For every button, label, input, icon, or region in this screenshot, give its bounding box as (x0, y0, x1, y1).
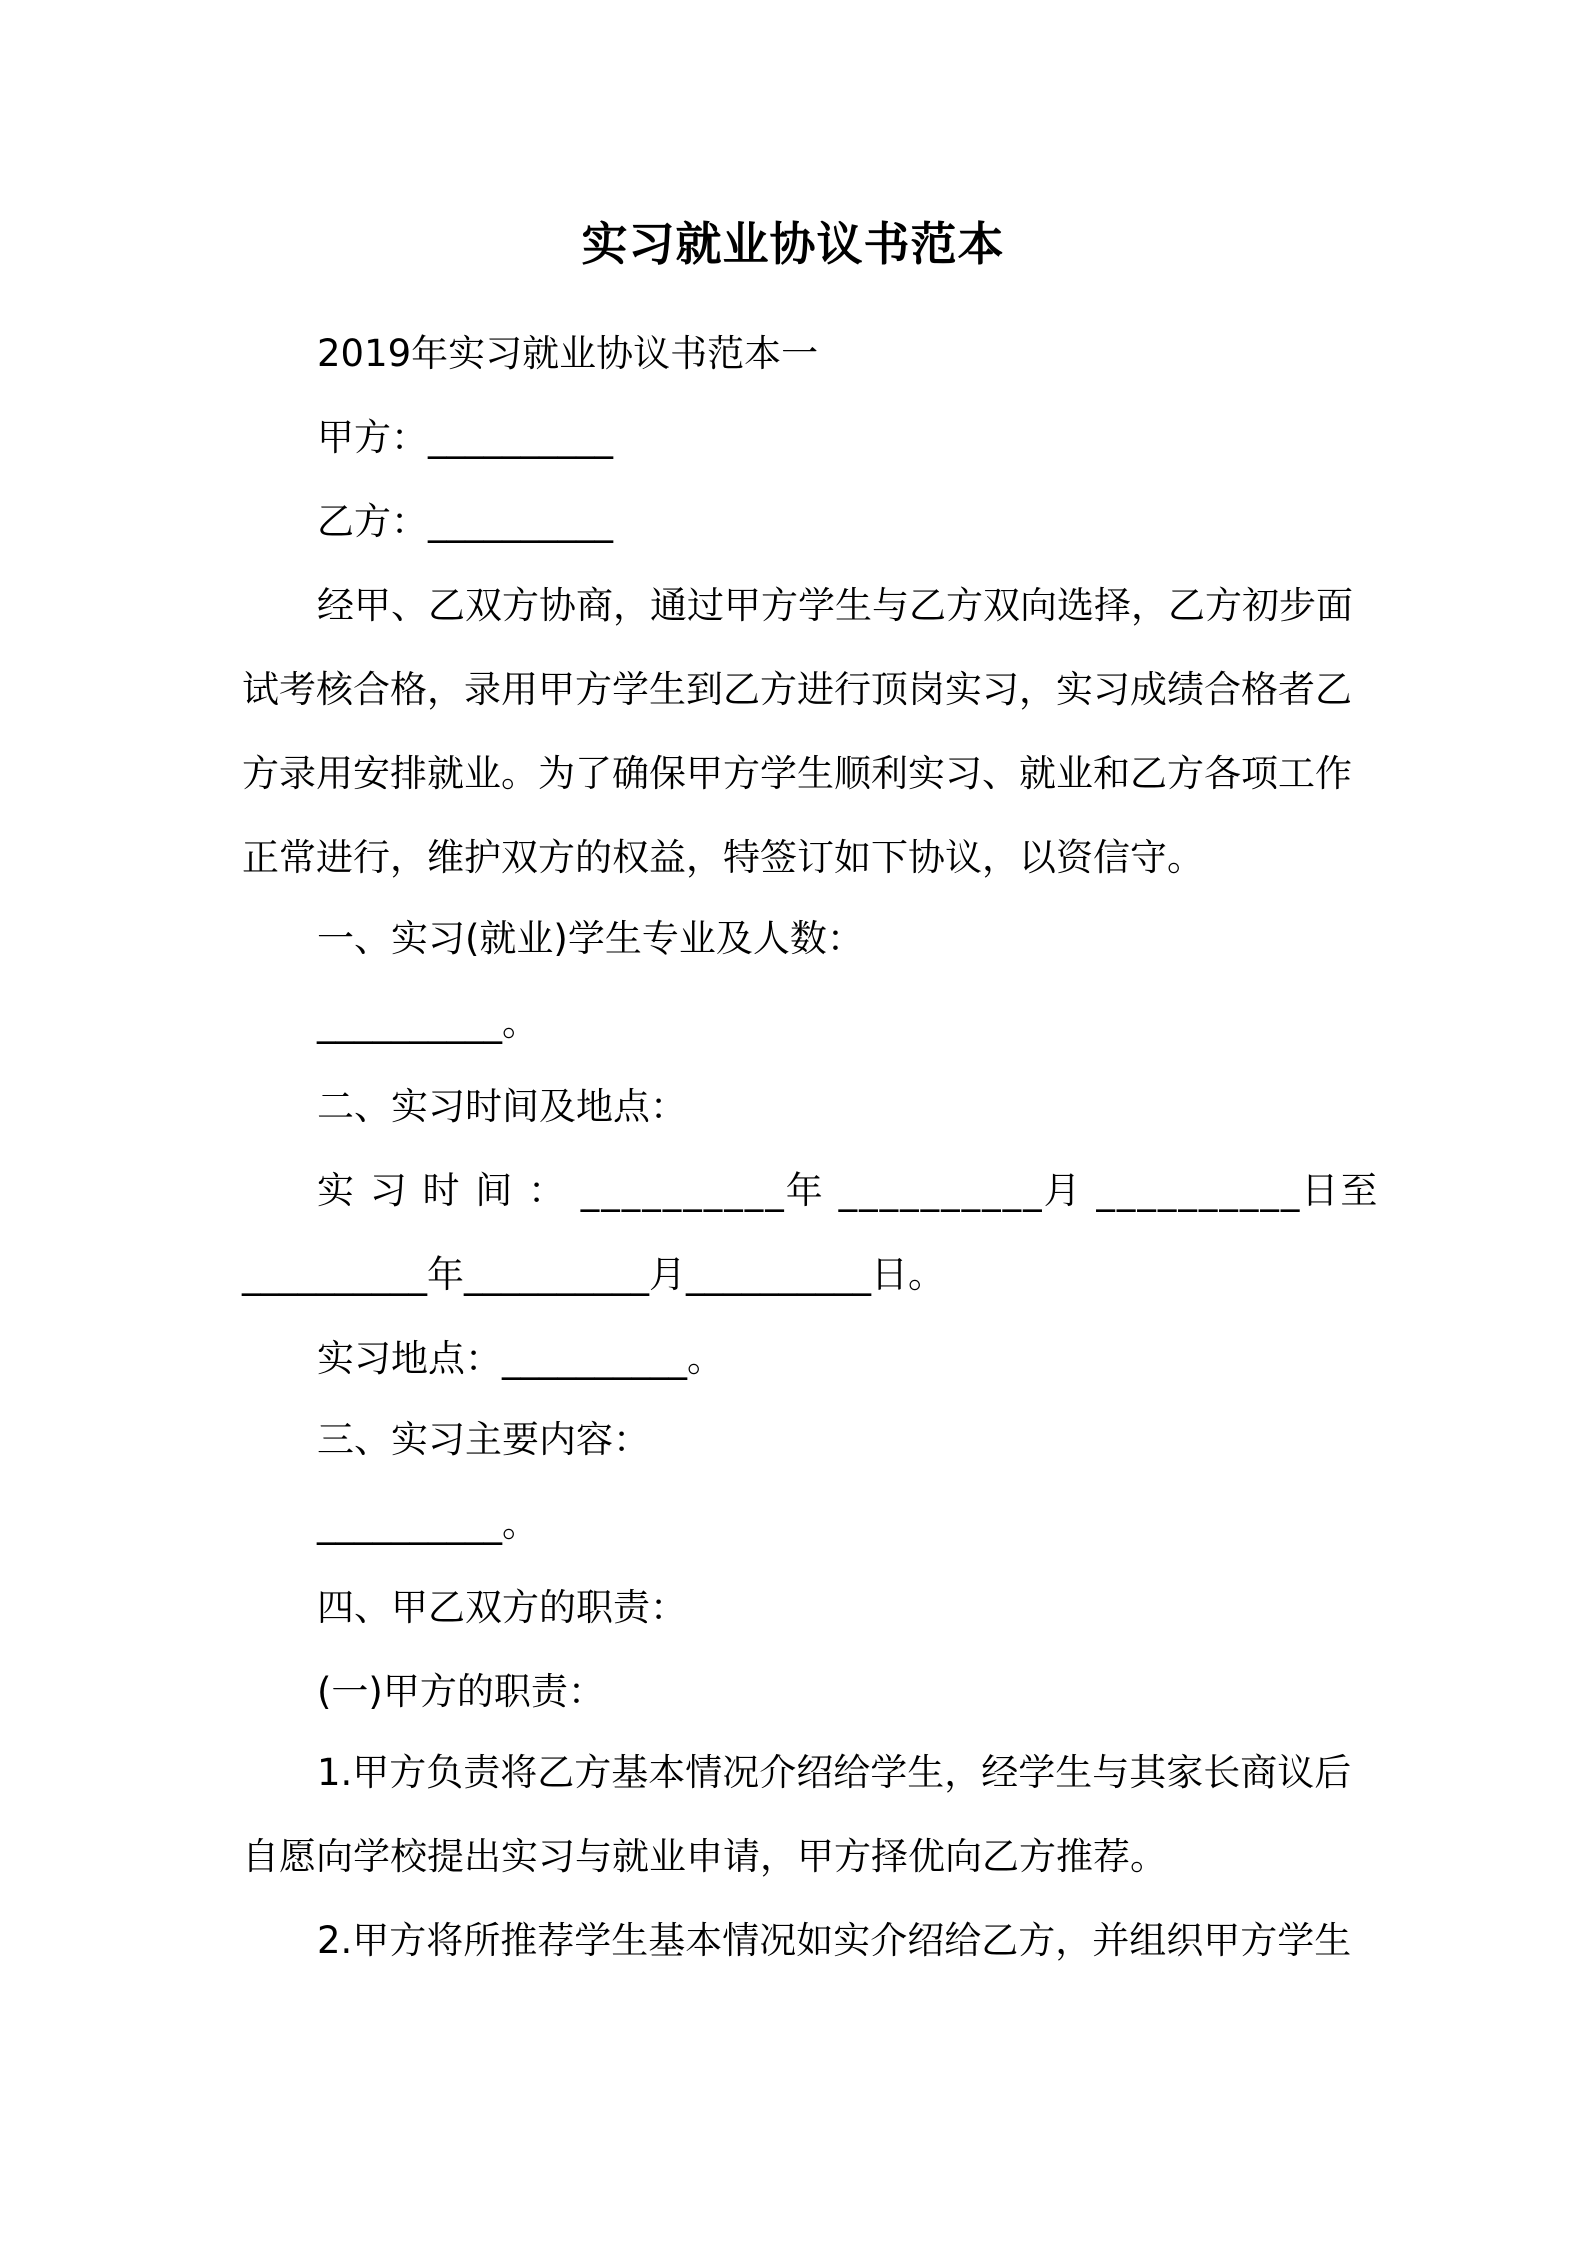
section-heading: 一、实习(就业)学生专业及人数： (317, 917, 864, 960)
intro-paragraph-line: 方录用安排就业。为了确保甲方学生顺利实习、就业和乙方各项工作 (242, 752, 1352, 795)
party-b-field: 乙方：__________ (317, 500, 613, 543)
subtitle-line: 2019年实习就业协议书范本一 (317, 332, 819, 375)
party-a-field: 甲方：__________ (317, 416, 613, 459)
intro-paragraph-line: 正常进行，维护双方的权益，特签订如下协议，以资信守。 (242, 836, 1204, 879)
section-heading: 四、甲乙双方的职责： (317, 1586, 687, 1629)
section-heading: 三、实习主要内容： (317, 1418, 650, 1461)
document-title: 实习就业协议书范本 (581, 217, 1005, 271)
subsection-heading: (一)甲方的职责： (317, 1670, 605, 1713)
section-heading: 二、实习时间及地点： (317, 1085, 687, 1128)
clause-line: 2.甲方将所推荐学生基本情况如实介绍给乙方，并组织甲方学生 (317, 1919, 1352, 1962)
intro-paragraph-line: 经甲、乙双方协商，通过甲方学生与乙方双向选择，乙方初步面 (317, 584, 1353, 627)
clause-line: 1.甲方负责将乙方基本情况介绍给学生，经学生与其家长商议后 (317, 1751, 1352, 1794)
clause-line: 自愿向学校提出实习与就业申请，甲方择优向乙方推荐。 (242, 1835, 1167, 1878)
intro-paragraph-line: 试考核合格，录用甲方学生到乙方进行顶岗实习，实习成绩合格者乙 (242, 668, 1352, 711)
internship-location-line: 实习地点：__________。 (317, 1337, 724, 1380)
blank-field-line: __________。 (317, 1001, 539, 1044)
internship-time-line: 实 习 时 间 ： __________年 __________月 __________日至 (317, 1169, 1380, 1212)
internship-time-line: __________年__________月__________日。 (242, 1253, 945, 1296)
blank-field-line: __________。 (317, 1502, 539, 1545)
